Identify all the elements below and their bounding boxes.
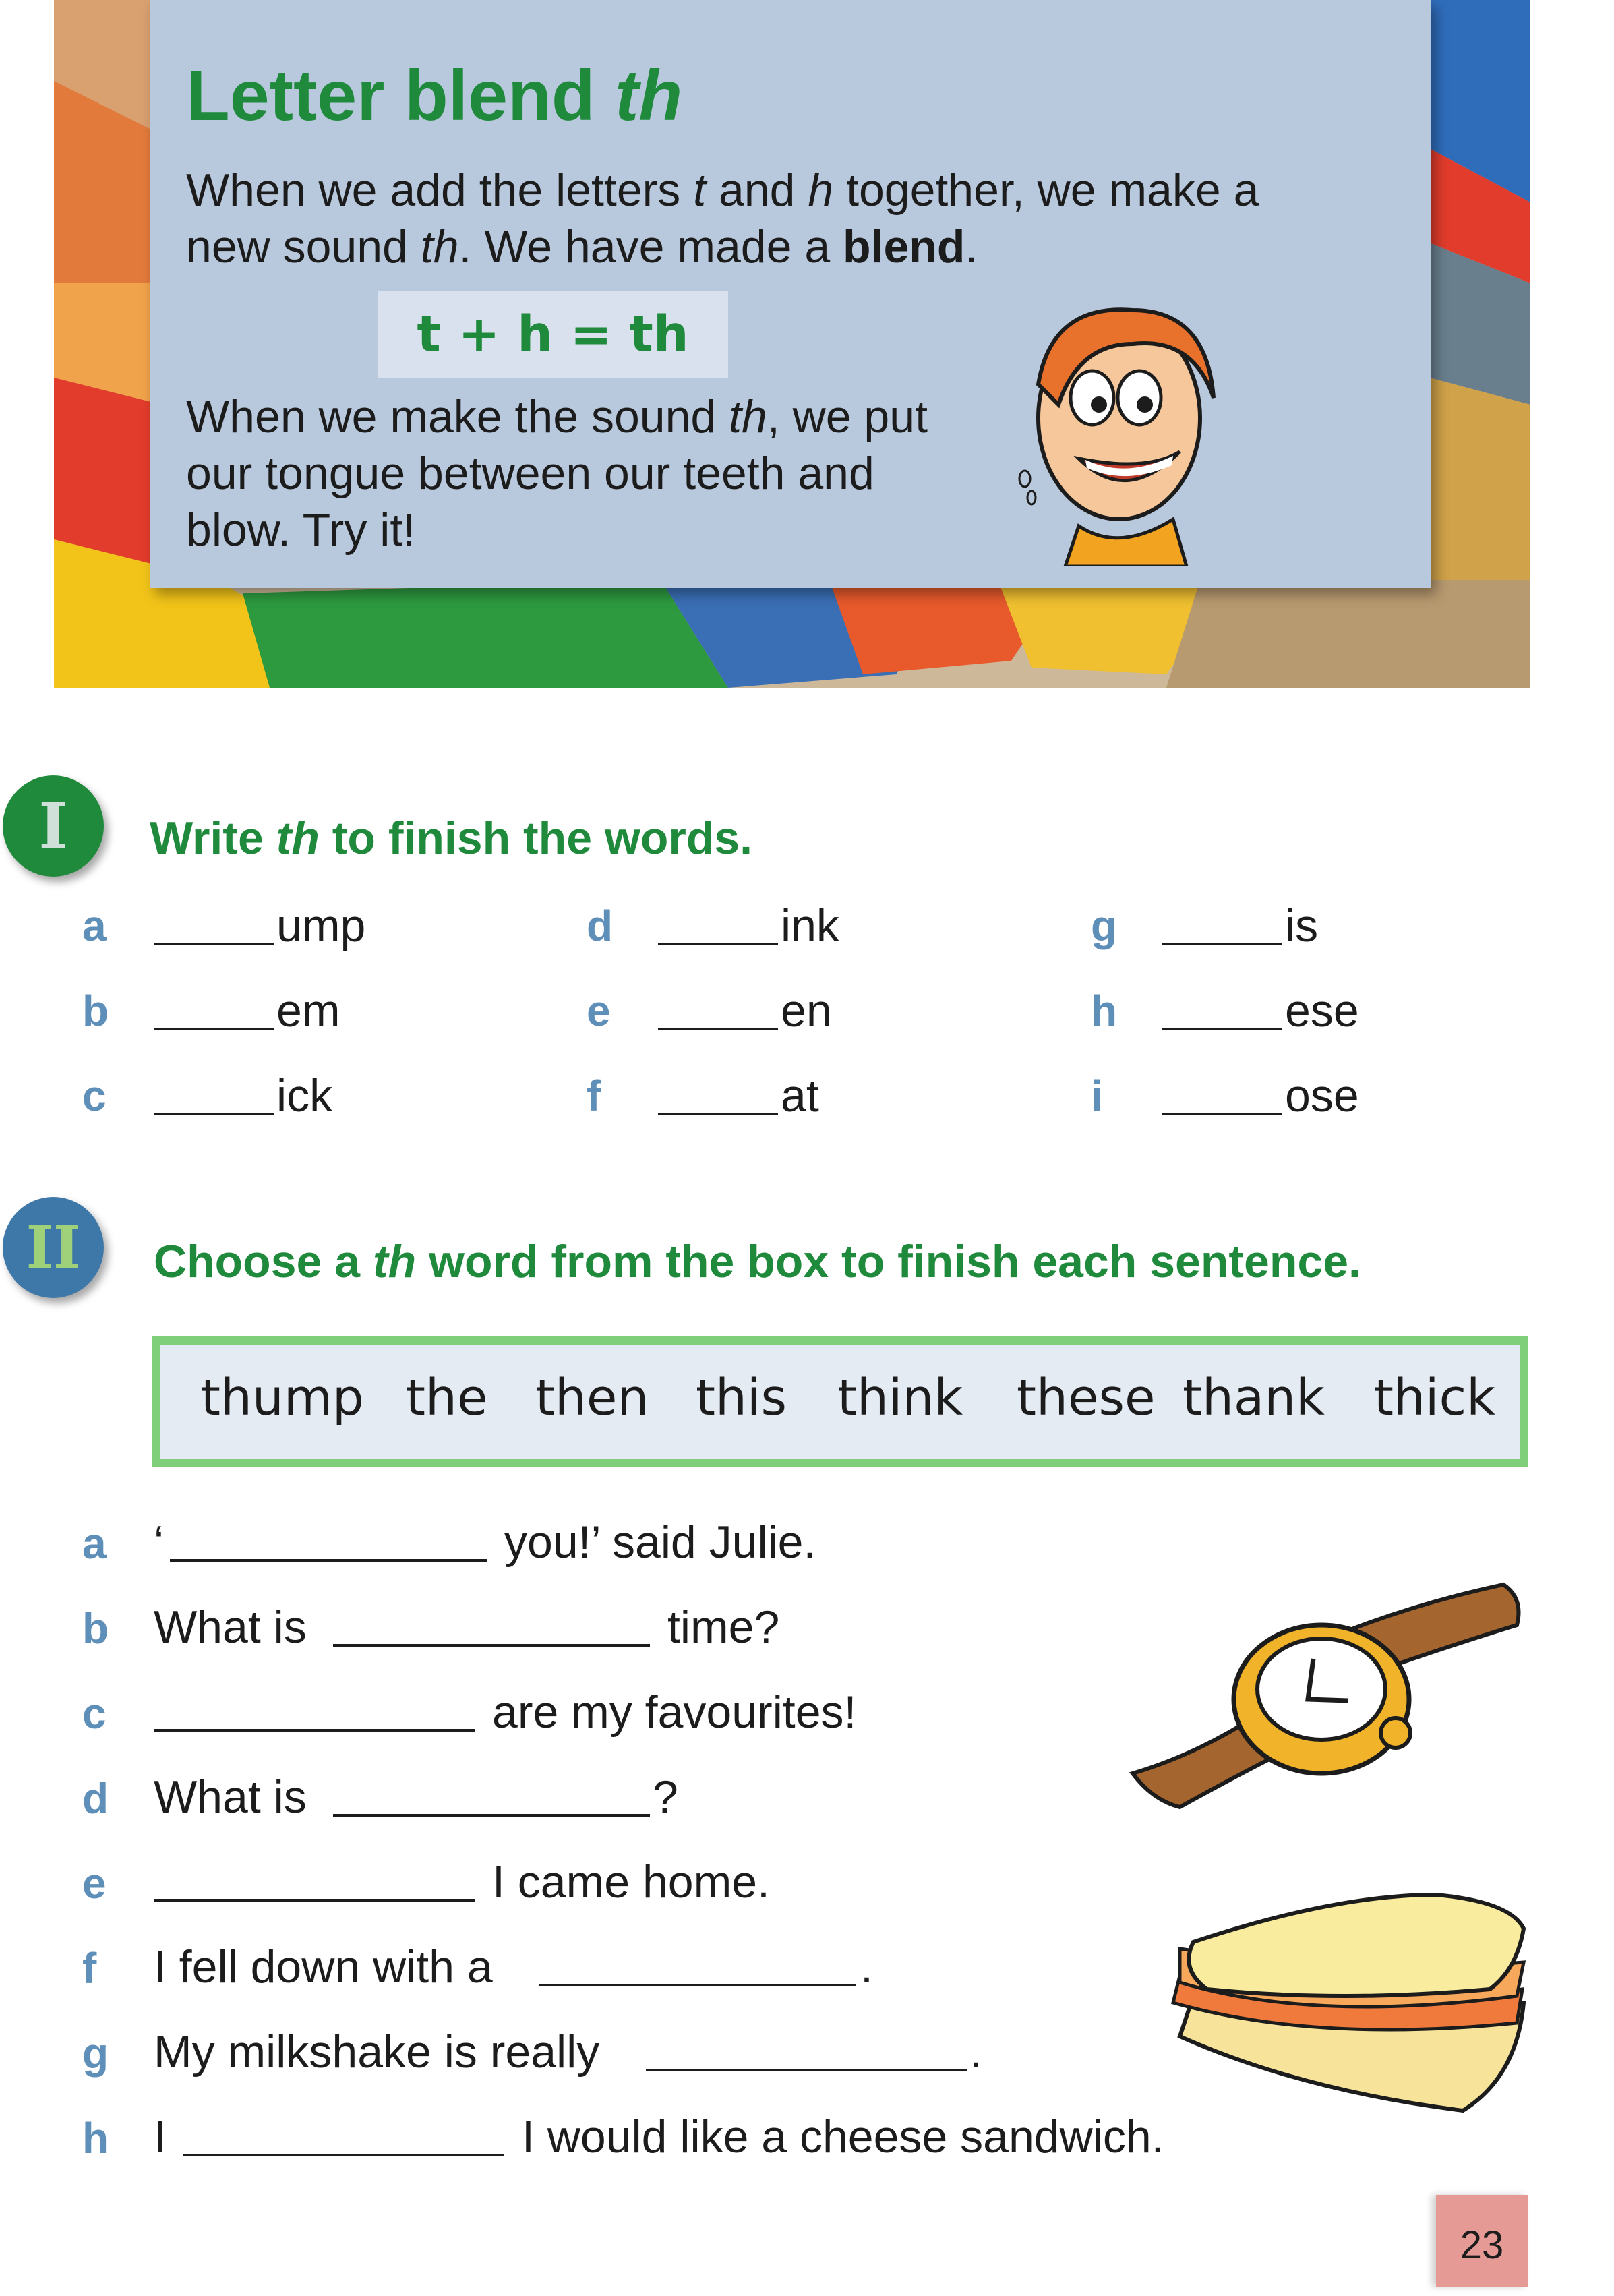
- sentence-suffix: I came home.: [492, 1856, 770, 1908]
- page-number: 23: [1436, 2195, 1528, 2287]
- blank-line[interactable]: [1162, 1113, 1282, 1115]
- item-letter: b: [82, 1604, 109, 1653]
- word-option: think: [837, 1369, 963, 1427]
- item-letter: h: [82, 2114, 109, 2162]
- item-letter: h: [1091, 987, 1118, 1035]
- section-badge-1: I: [3, 775, 104, 877]
- sentence-suffix: ?: [653, 1771, 678, 1823]
- word-option: then: [535, 1369, 649, 1427]
- sentence-prefix: What is: [154, 1601, 307, 1653]
- intro-text: When we add the letters t and h together, we make a new sound th. We have made a blend.: [186, 165, 1259, 272]
- blank-line[interactable]: [333, 1644, 650, 1647]
- item-letter: g: [1091, 902, 1118, 950]
- sentence-suffix: are my favourites!: [492, 1686, 857, 1738]
- blank-line[interactable]: [658, 1028, 778, 1030]
- blank-line[interactable]: [1162, 1028, 1282, 1030]
- blank-line[interactable]: [154, 1028, 274, 1030]
- blank-line[interactable]: [646, 2069, 967, 2071]
- blank-line[interactable]: [154, 943, 274, 945]
- word-ending: ink: [781, 900, 839, 951]
- word-ending: ese: [1285, 985, 1359, 1036]
- blank-line[interactable]: [658, 943, 778, 945]
- blank-line[interactable]: [658, 1113, 778, 1115]
- word-option: thick: [1374, 1369, 1496, 1427]
- sentence-suffix: I would like a cheese sandwich.: [522, 2111, 1164, 2162]
- word-option: thump: [201, 1369, 364, 1427]
- page-title: Letter blend th: [186, 56, 683, 136]
- word-ending: em: [276, 985, 340, 1036]
- watch-illustration: [1126, 1578, 1530, 1821]
- sentence-suffix: you!’ said Julie.: [504, 1517, 816, 1568]
- sentence-suffix: .: [860, 1941, 873, 1993]
- item-letter: b: [82, 987, 109, 1035]
- item-letter: c: [82, 1071, 107, 1120]
- blank-line[interactable]: [170, 1559, 487, 1562]
- blank-line[interactable]: [183, 2154, 504, 2156]
- item-letter: g: [82, 2029, 109, 2078]
- item-letter: e: [587, 987, 611, 1035]
- blank-line[interactable]: [1162, 943, 1282, 945]
- word-ending: is: [1285, 900, 1319, 951]
- title-blend: th: [615, 56, 683, 136]
- blank-line[interactable]: [539, 1984, 856, 1986]
- tongue-instruction: When we make the sound th, we put our tongue between our teeth and blow. Try it!: [186, 391, 928, 556]
- sentence-suffix: .: [969, 2026, 982, 2078]
- word-ending: at: [781, 1070, 819, 1121]
- word-option: these: [1017, 1369, 1156, 1427]
- word-ending: ump: [276, 900, 366, 951]
- word-ending: ose: [1285, 1070, 1359, 1121]
- sentence-prefix: I: [154, 2111, 167, 2162]
- word-ending: ick: [276, 1070, 333, 1121]
- item-letter: c: [82, 1689, 107, 1738]
- blank-line[interactable]: [154, 1899, 475, 1902]
- item-letter: d: [82, 1774, 109, 1823]
- item-letter: e: [82, 1859, 107, 1908]
- formula-box: t + h = th: [378, 291, 728, 378]
- item-letter: d: [587, 902, 614, 950]
- sandwich-illustration: [1166, 1888, 1530, 2117]
- sentence-prefix: I fell down with a: [154, 1941, 493, 1993]
- sentence-prefix: ‘: [154, 1517, 165, 1568]
- word-ending: en: [781, 985, 832, 1036]
- section-badge-2: II: [3, 1197, 104, 1298]
- word-option: this: [696, 1369, 787, 1427]
- section2-heading: Choose a th word from the box to finish each sentence.: [154, 1236, 1361, 1287]
- sentence-suffix: time?: [667, 1601, 780, 1653]
- word-box: [152, 1336, 1528, 1467]
- boy-illustration: [1011, 283, 1241, 566]
- blank-line[interactable]: [333, 1814, 650, 1817]
- item-letter: a: [82, 902, 107, 950]
- word-option: the: [406, 1369, 488, 1427]
- item-letter: f: [587, 1071, 601, 1120]
- sentence-prefix: What is: [154, 1771, 307, 1823]
- blank-line[interactable]: [154, 1113, 274, 1115]
- section1-heading: Write th to finish the words.: [150, 813, 753, 864]
- word-option: thank: [1183, 1369, 1325, 1427]
- item-letter: a: [82, 1519, 107, 1568]
- sentence-prefix: My milkshake is really: [154, 2026, 600, 2078]
- blank-line[interactable]: [154, 1729, 475, 1732]
- item-letter: i: [1091, 1071, 1103, 1120]
- item-letter: f: [82, 1944, 97, 1993]
